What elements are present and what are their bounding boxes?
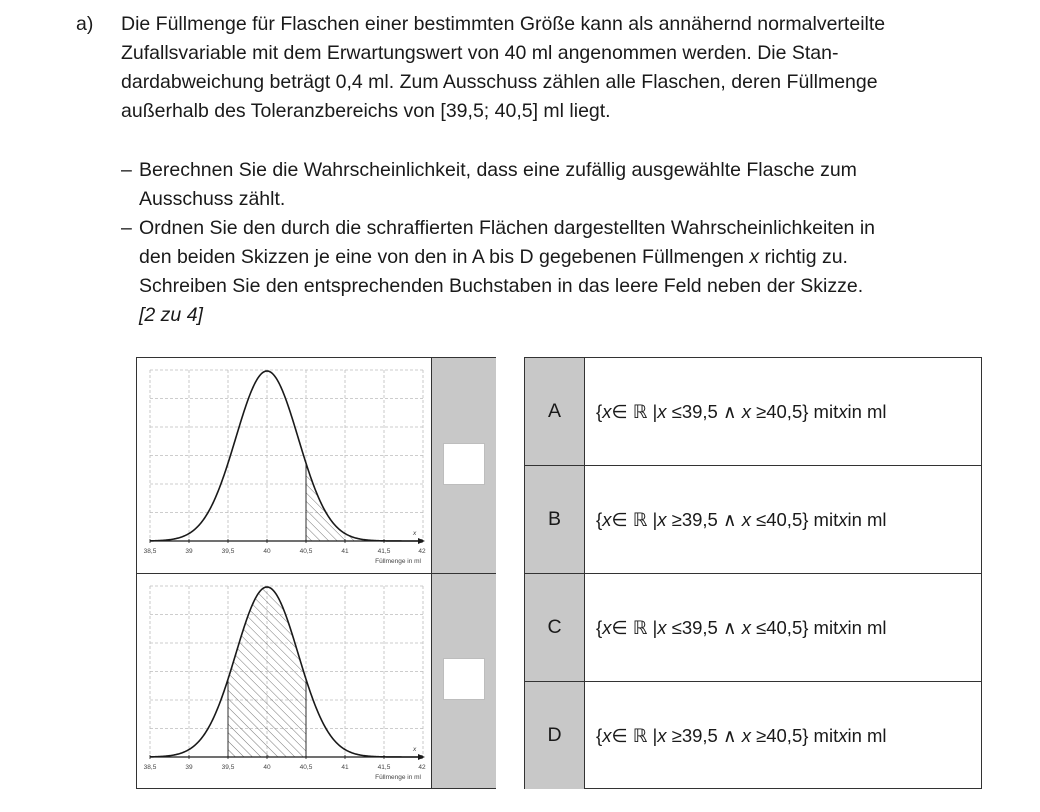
set-unit: in ml xyxy=(847,616,887,638)
option-row-a xyxy=(525,358,981,465)
set-op: ≥ xyxy=(671,724,682,746)
set-val: 40,5} mit xyxy=(766,508,839,530)
option-letter: A xyxy=(525,358,585,465)
x-tick-label: 39,5 xyxy=(221,548,235,555)
set-in: ∈ ℝ | xyxy=(611,616,658,638)
set-brace: { xyxy=(596,400,603,422)
bullet-dash: – xyxy=(121,159,132,181)
set-op: ≥ xyxy=(671,508,682,530)
intro-line: dardabweichung beträgt 0,4 ml. Zum Ausschuss zählen alle Flaschen, deren Füllmenge xyxy=(121,71,878,93)
x-tick-label: 41 xyxy=(341,548,349,555)
set-var: x xyxy=(602,616,612,638)
bullet-dash: – xyxy=(121,217,132,239)
set-op: ≥ xyxy=(756,400,767,422)
normal-curve-chart-lower xyxy=(137,574,431,788)
set-var: x xyxy=(602,508,612,530)
shaded-area xyxy=(228,587,306,757)
intro-line: außerhalb des Toleranzbereichs von [39,5; 40,5] ml liegt. xyxy=(121,100,611,122)
set-brace: { xyxy=(596,508,603,530)
set-var: x xyxy=(741,400,751,422)
bullet-text: den beiden Skizzen je eine von den in A bis D gegebenen Füllmengen xyxy=(139,246,750,268)
set-in: ∈ ℝ | xyxy=(611,724,658,746)
x-tick-label: 39 xyxy=(185,764,193,771)
set-unit: in ml xyxy=(847,724,887,746)
sketch-table xyxy=(136,357,496,789)
option-row-d xyxy=(525,682,981,789)
option-set xyxy=(585,466,981,573)
bullet-line: Schreiben Sie den entsprechenden Buchstaben in das leere Feld neben der Skizze. xyxy=(139,275,864,297)
set-conj: ∧ xyxy=(723,400,737,422)
set-val: 39,5 xyxy=(681,508,718,530)
x-tick-label: 38,5 xyxy=(143,548,157,555)
set-val: 39,5 xyxy=(681,616,718,638)
option-letter: B xyxy=(525,466,585,573)
set-conj: ∧ xyxy=(723,508,737,530)
set-op: ≥ xyxy=(756,724,767,746)
set-op: ≤ xyxy=(671,400,682,422)
task-intro xyxy=(121,10,1001,126)
option-set xyxy=(585,682,981,789)
x-tick-label: 39,5 xyxy=(221,764,235,771)
x-axis-label: Füllmenge in ml xyxy=(375,774,421,781)
set-in: ∈ ℝ | xyxy=(611,400,658,422)
set-var: x xyxy=(602,400,612,422)
x-tick-label: 40 xyxy=(263,548,271,555)
set-var: x xyxy=(838,508,848,530)
set-var: x xyxy=(838,724,848,746)
option-letter: C xyxy=(525,574,585,681)
set-in: ∈ ℝ | xyxy=(611,508,658,530)
set-var: x xyxy=(741,724,751,746)
bullet-text: richtig zu. xyxy=(759,246,848,268)
x-axis-variable: x xyxy=(413,746,417,753)
set-val: 39,5 xyxy=(681,724,718,746)
x-tick-label: 41,5 xyxy=(377,764,391,771)
option-set xyxy=(585,358,981,465)
set-conj: ∧ xyxy=(723,724,737,746)
x-axis-label: Füllmenge in ml xyxy=(375,558,421,565)
set-val: 40,5} mit xyxy=(766,616,839,638)
x-tick-label: 40,5 xyxy=(299,764,313,771)
option-set xyxy=(585,574,981,681)
set-var: x xyxy=(657,400,667,422)
x-tick-label: 42 xyxy=(418,548,426,555)
option-letter: D xyxy=(525,682,585,789)
x-tick-label: 40 xyxy=(263,764,271,771)
set-op: ≤ xyxy=(756,616,767,638)
points-note: [2 zu 4] xyxy=(139,304,203,326)
x-axis-arrow xyxy=(418,754,425,760)
bullet-line: Ordnen Sie den durch die schraffierten Flächen dargestellten Wahrscheinlichkeiten in xyxy=(139,217,876,239)
set-var: x xyxy=(602,724,612,746)
set-unit: in ml xyxy=(847,508,887,530)
option-row-b xyxy=(525,466,981,573)
set-var: x xyxy=(741,508,751,530)
options-table xyxy=(524,357,982,789)
bullet-line: Berechnen Sie die Wahrscheinlichkeit, dass eine zufällig ausgewählte Flasche zum xyxy=(139,159,857,181)
set-var: x xyxy=(741,616,751,638)
set-op: ≤ xyxy=(756,508,767,530)
x-tick-label: 40,5 xyxy=(299,548,313,555)
set-op: ≤ xyxy=(671,616,682,638)
x-axis-variable: x xyxy=(413,530,417,537)
set-conj: ∧ xyxy=(723,616,737,638)
bullet-item xyxy=(121,156,1001,214)
variable-x: x xyxy=(749,246,760,268)
x-axis-arrow xyxy=(418,538,425,544)
set-val: 40,5} mit xyxy=(766,724,839,746)
task-bullets xyxy=(121,156,1001,301)
answer-box-lower[interactable] xyxy=(443,658,485,700)
bullet-item xyxy=(121,214,1001,301)
task-label: a) xyxy=(76,13,94,35)
answer-box-upper[interactable] xyxy=(443,443,485,485)
intro-line: Die Füllmenge für Flaschen einer bestimmten Größe kann als annähernd normalverteilte xyxy=(121,13,886,35)
set-val: 39,5 xyxy=(681,400,718,422)
normal-curve-chart-upper xyxy=(137,358,431,572)
set-var: x xyxy=(838,616,848,638)
intro-line: Zufallsvariable mit dem Erwartungswert von 40 ml angenommen werden. Die Stan- xyxy=(121,42,839,64)
x-tick-label: 41,5 xyxy=(377,548,391,555)
bullet-line: Ausschuss zählt. xyxy=(139,188,286,210)
option-row-c xyxy=(525,574,981,681)
set-var: x xyxy=(657,616,667,638)
x-tick-label: 41 xyxy=(341,764,349,771)
x-tick-label: 39 xyxy=(185,548,193,555)
set-brace: { xyxy=(596,724,603,746)
set-var: x xyxy=(657,724,667,746)
x-tick-label: 42 xyxy=(418,764,426,771)
set-val: 40,5} mit xyxy=(766,400,839,422)
bullet-line xyxy=(139,243,1001,272)
set-unit: in ml xyxy=(847,400,887,422)
x-tick-label: 38,5 xyxy=(143,764,157,771)
set-var: x xyxy=(657,508,667,530)
density-curve xyxy=(150,371,423,541)
set-var: x xyxy=(838,400,848,422)
set-brace: { xyxy=(596,616,603,638)
